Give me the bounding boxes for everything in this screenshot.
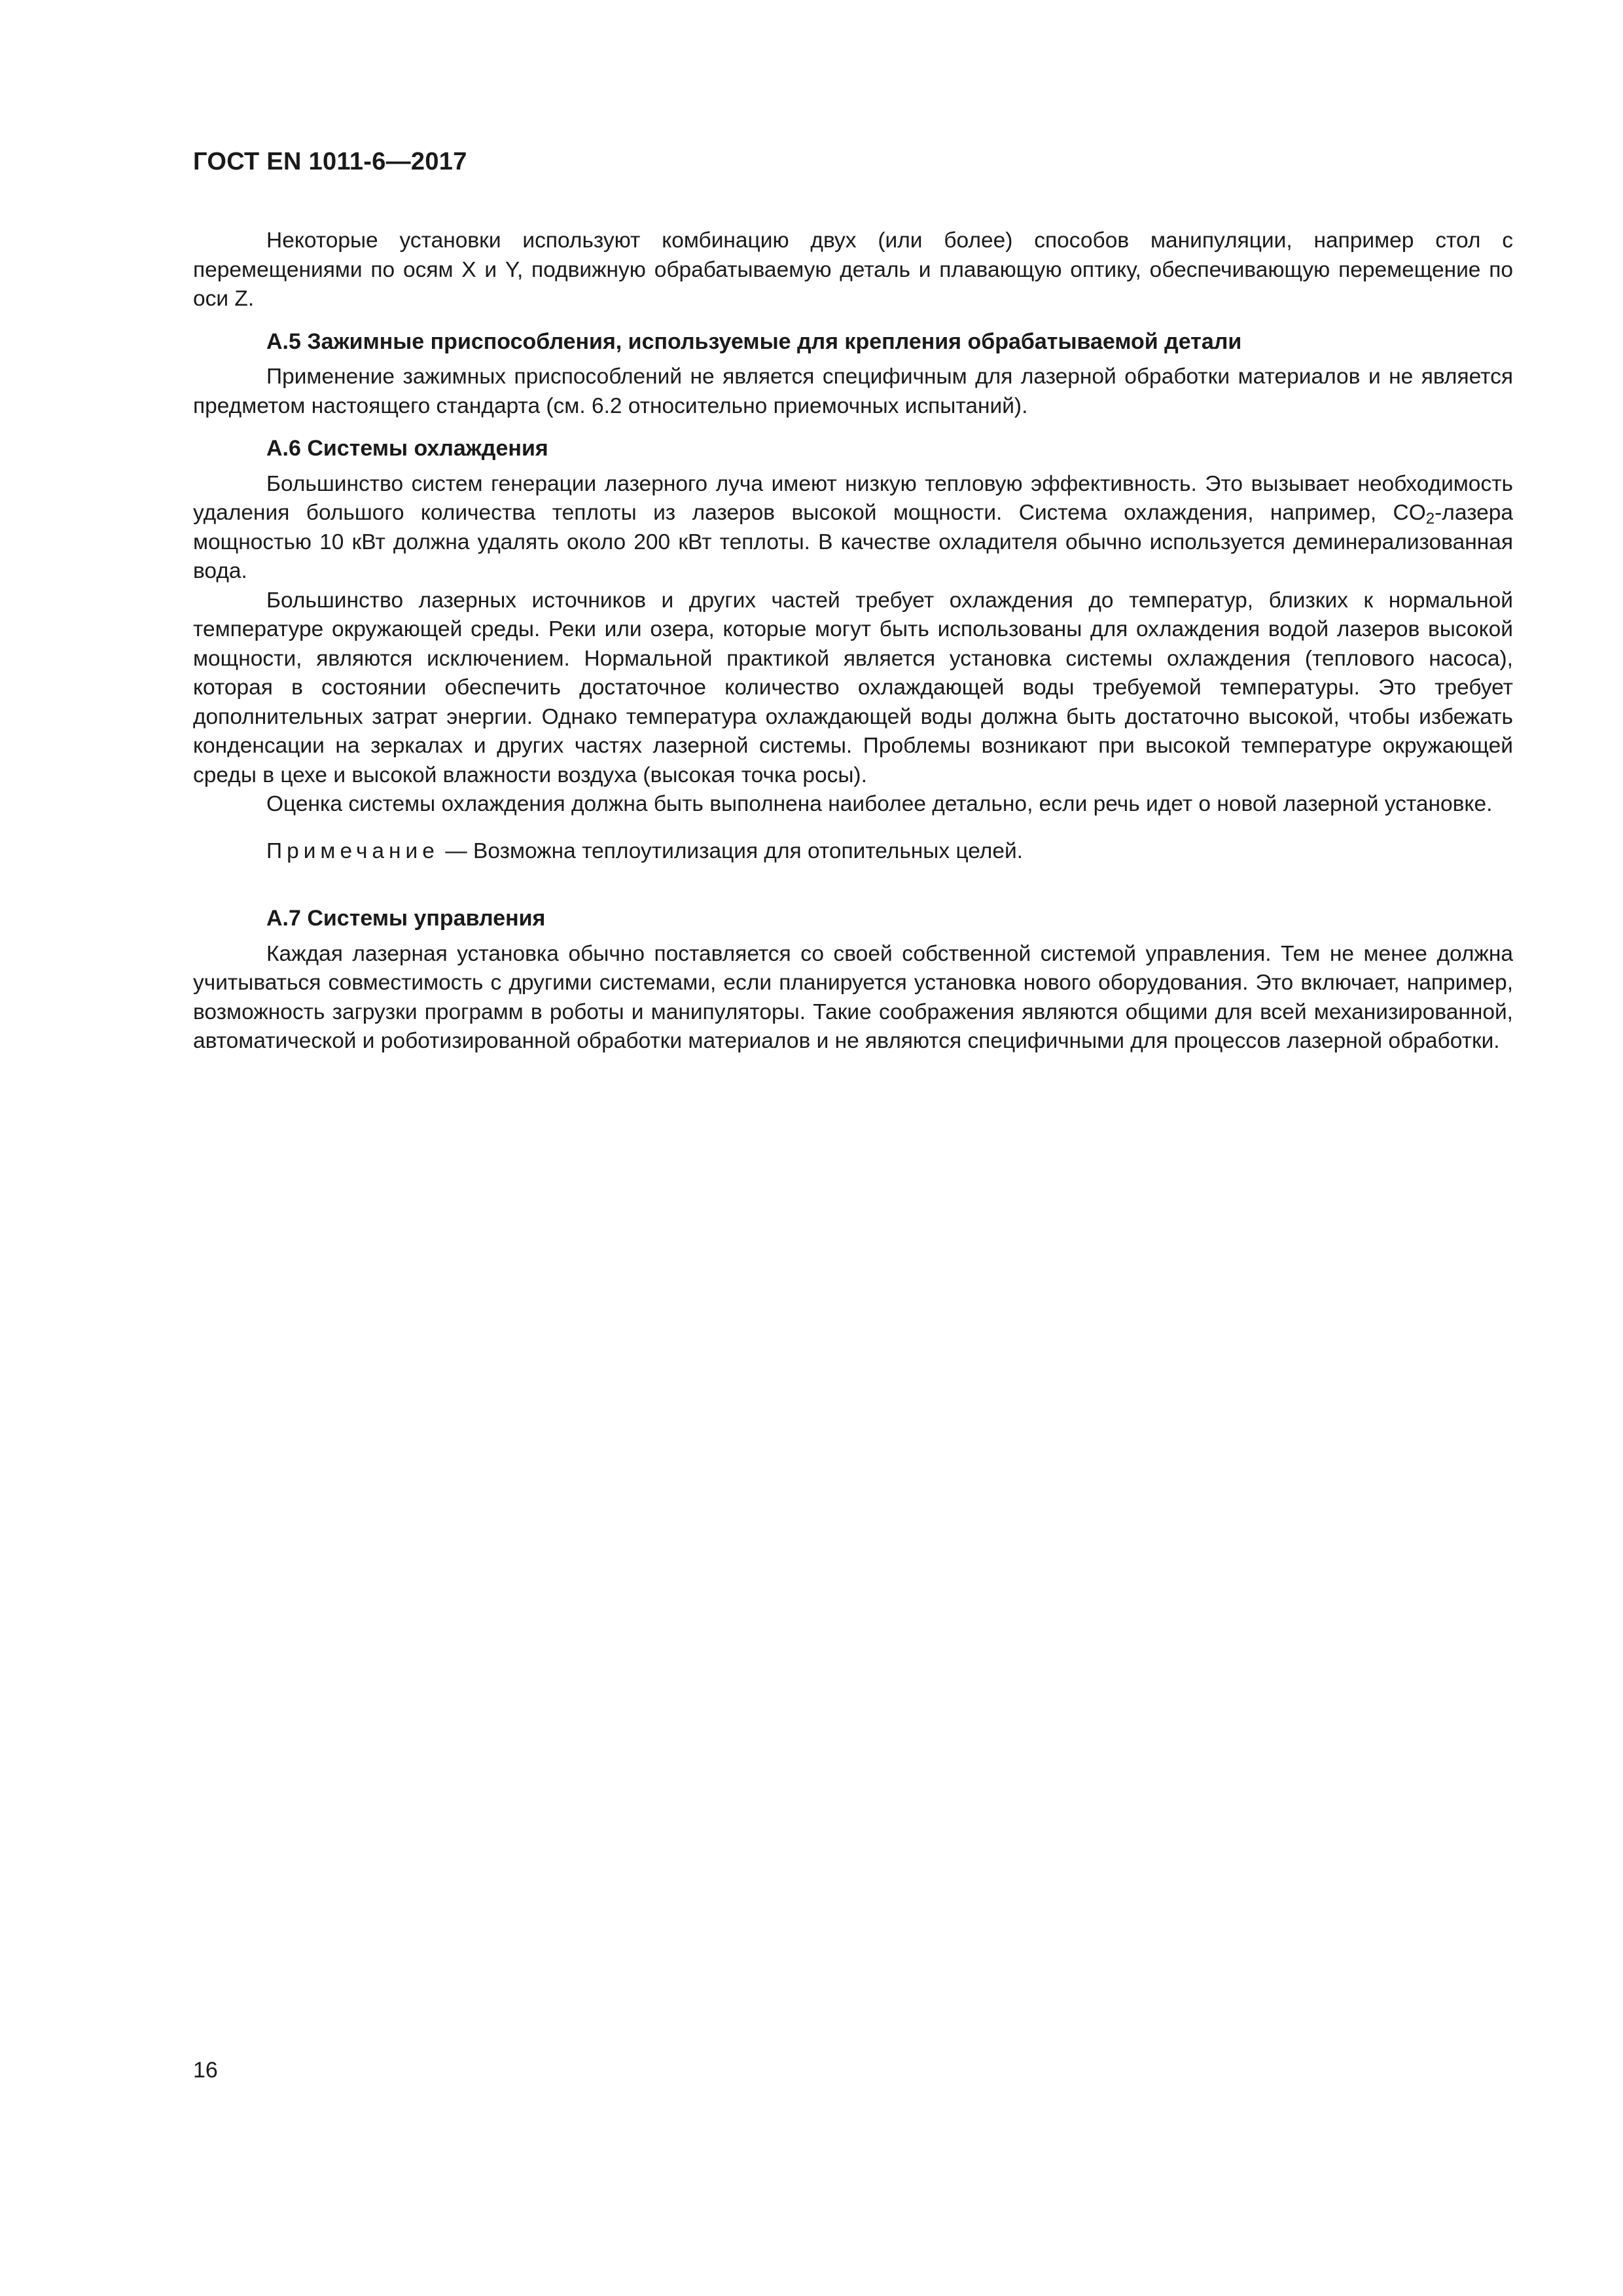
section-a6-p1-text-a: Большинство систем генерации лазерного луча имеют низкую тепловую эффективность. Это вызывает необходимость удаления большого количества теплоты из лазеров высокой мощности. Система охлаждения, например, CO (193, 471, 1513, 525)
section-a6-note (193, 837, 1513, 867)
document-code-header: ГОСТ EN 1011-6—2017 (193, 148, 467, 175)
document-body (193, 226, 1513, 1056)
section-a6-paragraph-1 (193, 470, 1513, 586)
section-a5-paragraph: Применение зажимных приспособлений не является специфичным для лазерной обработки материалов и не является предметом настоящего стандарта (см. 6.2 относительно приемочных испытаний). (193, 365, 1513, 418)
page-number: 16 (193, 2058, 218, 2083)
section-a7-heading: А.7 Системы управления (266, 906, 546, 931)
section-a6-heading: А.6 Системы охлаждения (266, 436, 548, 461)
section-a5-heading: А.5 Зажимные приспособления, используемые для крепления обрабатываемой детали (266, 329, 1242, 354)
intro-paragraph: Некоторые установки используют комбинацию двух (или более) способов манипуляции, например стол с перемещениями по осям X и Y, подвижную обрабатываемую деталь и плавающую оптику, обеспечивающую перемещение по оси Z. (193, 228, 1513, 311)
document-page (193, 0, 1513, 2296)
section-a6-p1-text-b: -лазера мощностью 10 кВт должна удалять около 200 кВт теплоты. В качестве охладителя обычно используется деминерализованная вода. (193, 501, 1513, 583)
section-a6-paragraph-3: Оценка системы охлаждения должна быть выполнена наиболее детально, если речь идет о новой лазерной установке. (266, 792, 1493, 816)
section-a7-paragraph: Каждая лазерная установка обычно поставляется со своей собственной системой управления. Тем не менее должна учитываться совместимость с другими системами, если планируется установка нового оборудования. Это включает, например, возможность загрузки программ в роботы и манипуляторы. Такие соображения являются общими для всей механизированной, автоматической и роботизированной обработки материалов и не являются специфичными для процессов лазерной обработки. (193, 941, 1513, 1053)
co2-subscript: 2 (1425, 510, 1435, 528)
note-text: — Возможна теплоутилизация для отопительных целей. (438, 838, 1023, 863)
note-label: Примечание (266, 838, 439, 863)
section-a6-paragraph-2: Большинство лазерных источников и других частей требует охлаждения до температур, близких к нормальной температуре окружающей среды. Реки или озера, которые могут быть использованы для охлаждения водой лазеров высокой мощности, являются исключением. Нормальной практикой является установка системы охлаждения (теплового насоса), которая в состоянии обеспечить достаточное количество охлаждающей воды требуемой температуры. Это требует дополнительных затрат энергии. Однако температура охлаждающей воды должна быть достаточно высокой, чтобы избежать конденсации на зеркалах и других частях лазерной системы. Проблемы возникают при высокой температуре окружающей среды в цехе и высокой влажности воздуха (высокая точка росы). (193, 588, 1513, 787)
